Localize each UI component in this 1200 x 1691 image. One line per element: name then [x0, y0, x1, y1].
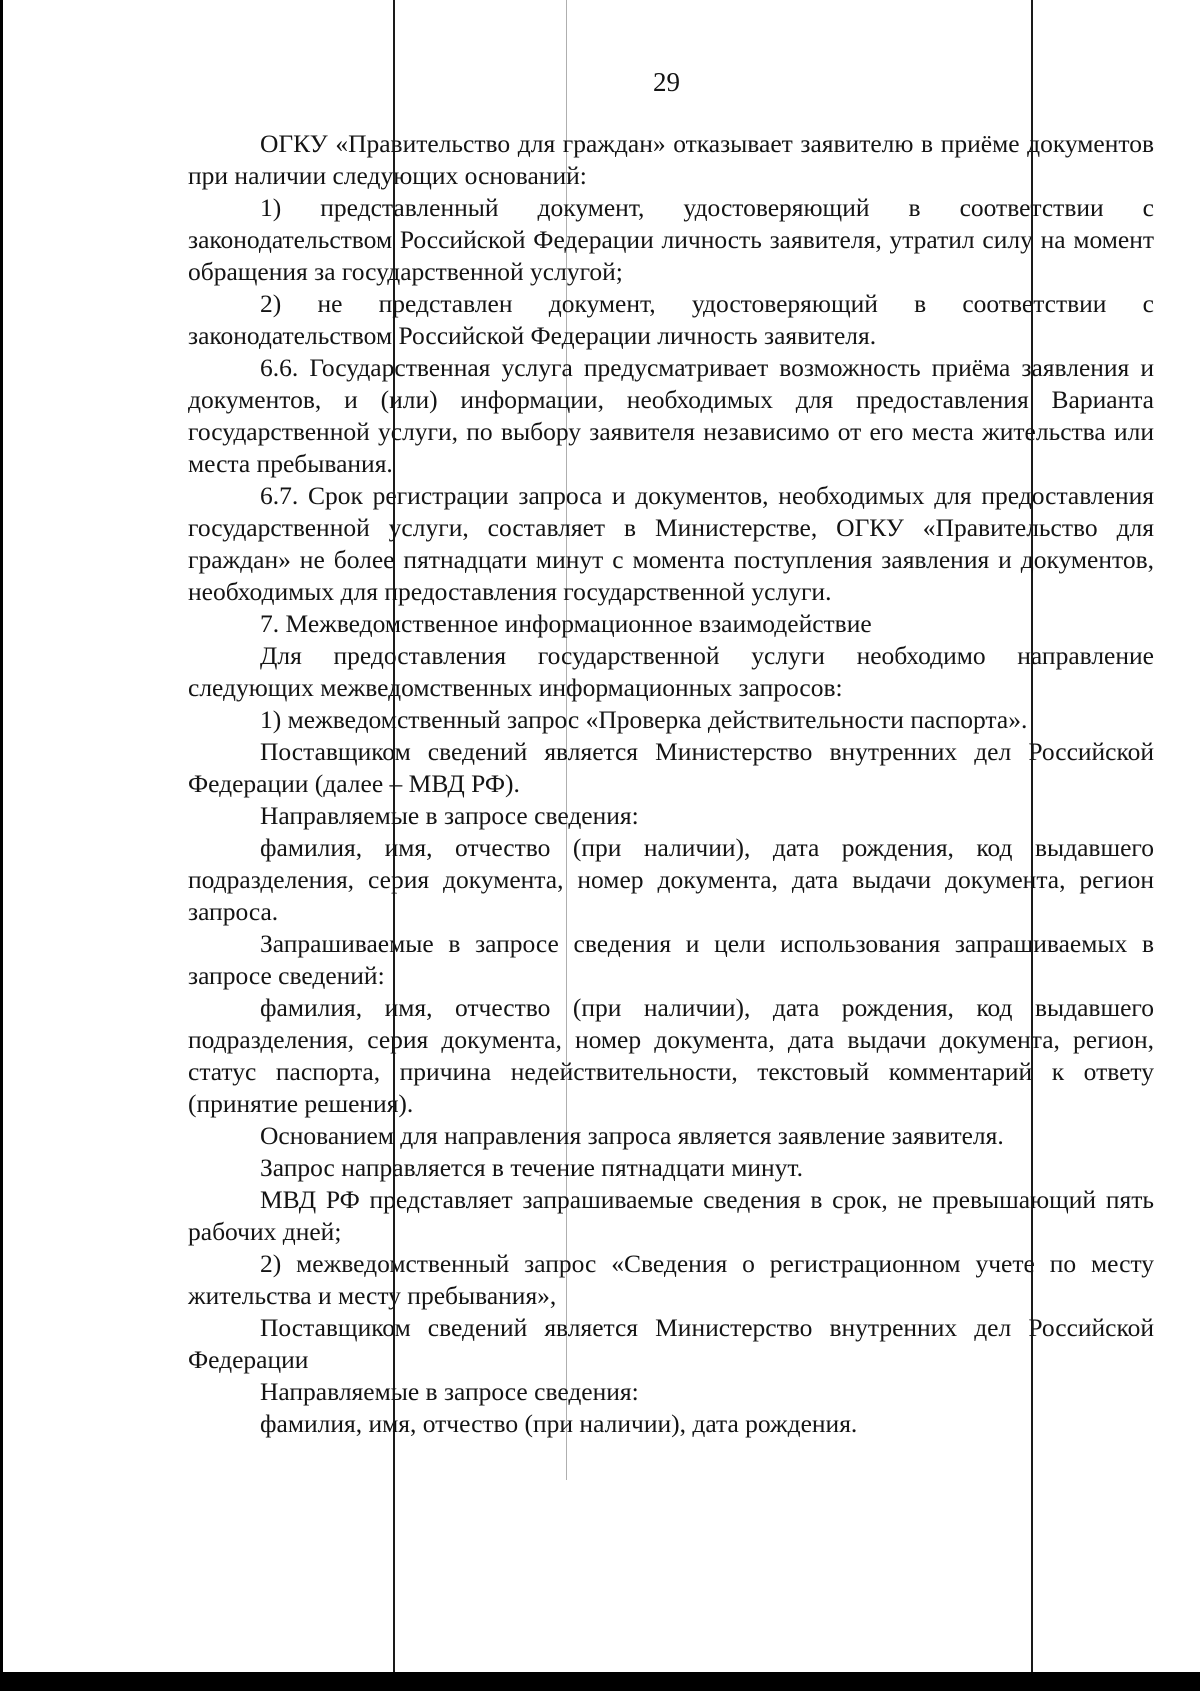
section-paragraph: 6.6. Государственная услуга предусматривает возможность приёма заявления и документов, и (или) информации, необходимых для предоставления Варианта государственной услуги, по выбору заявителя независимо от его места жительства или места пребывания. — [188, 353, 1154, 478]
paragraph: 1) представленный документ, удостоверяющий в соответствии с законодательством Российской Федерации личность заявителя, утратил силу на момент обращения за государственной услугой; — [188, 193, 1154, 286]
paragraph: Для предоставления государственной услуги необходимо направление следующих межведомственных информационных запросов: — [188, 641, 1154, 702]
section-heading: 7. Межведомственное информационное взаимодействие — [260, 609, 872, 638]
list-item: 2) межведомственный запрос «Сведения о регистрационном учете по месту жительства и месту пребывания», — [188, 1249, 1154, 1310]
paragraph: ОГКУ «Правительство для граждан» отказывает заявителю в приёме документов при наличии следующих оснований: — [188, 129, 1154, 190]
paragraph: 2) не представлен документ, удостоверяющий в соответствии с законодательством Российской Федерации личность заявителя. — [188, 289, 1154, 350]
paragraph: Направляемые в запросе сведения: — [260, 801, 639, 830]
paragraph: Основанием для направления запроса является заявление заявителя. — [260, 1121, 1004, 1150]
paragraph: Поставщиком сведений является Министерство внутренних дел Российской Федерации — [188, 1313, 1154, 1374]
paragraph: Запрашиваемые в запросе сведения и цели использования запрашиваемых в запросе сведений: — [188, 929, 1154, 990]
paragraph: фамилия, имя, отчество (при наличии), дата рождения, код выдавшего подразделения, серия документа, номер документа, дата выдачи документа, регион запроса. — [188, 833, 1154, 926]
paragraph: фамилия, имя, отчество (при наличии), дата рождения, код выдавшего подразделения, серия документа, номер документа, дата выдачи документа, регион, статус паспорта, причина недействительности, текстовый комментарий к ответу (принятие решения). — [188, 993, 1154, 1118]
paragraph: МВД РФ представляет запрашиваемые сведения в срок, не превышающий пять рабочих дней; — [188, 1185, 1154, 1246]
paragraph: Запрос направляется в течение пятнадцати минут. — [260, 1153, 804, 1182]
paragraph: Направляемые в запросе сведения: — [260, 1377, 639, 1406]
scan-left-edge — [0, 0, 3, 1691]
document-body — [188, 128, 1154, 1440]
list-item: 1) межведомственный запрос «Проверка действительности паспорта». — [260, 705, 1028, 734]
section-paragraph: 6.7. Срок регистрации запроса и документов, необходимых для предоставления государственной услуги, составляет в Министерстве, ОГКУ «Правительство для граждан» не более пятнадцати минут с момента поступления заявления и документов, необходимых для предоставления государственной услуги. — [188, 481, 1154, 606]
paragraph: фамилия, имя, отчество (при наличии), дата рождения. — [260, 1409, 858, 1438]
scan-bottom-edge — [0, 1672, 1200, 1691]
page-number: 29 — [653, 67, 680, 97]
paragraph: Поставщиком сведений является Министерство внутренних дел Российской Федерации (далее – МВД РФ). — [188, 737, 1154, 798]
